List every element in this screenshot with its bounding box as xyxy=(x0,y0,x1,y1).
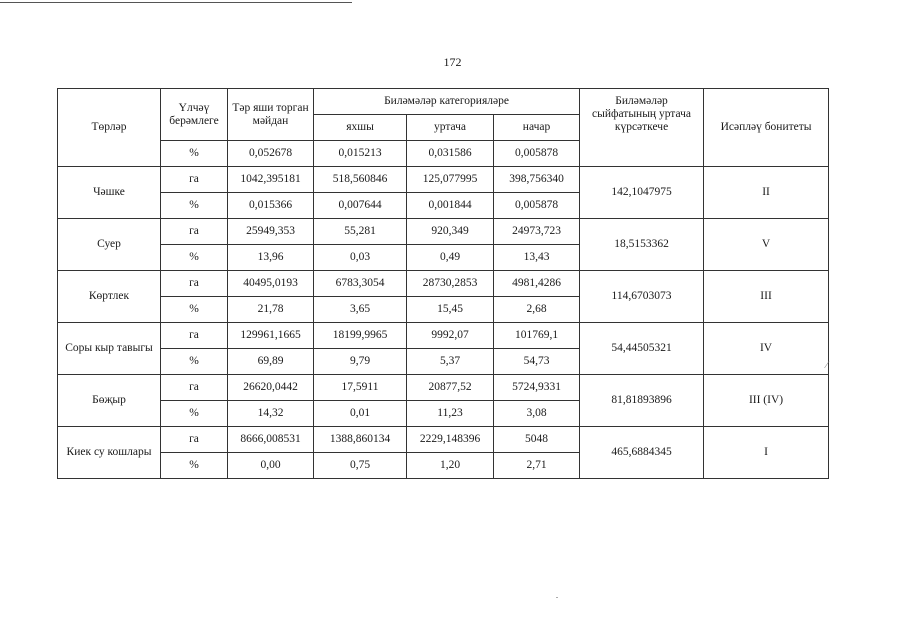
medium-pct: 11,23 xyxy=(407,401,494,427)
bad-ha: 24973,723 xyxy=(494,219,580,245)
scan-speck xyxy=(556,597,558,598)
avg-quality: 54,44505321 xyxy=(580,323,704,375)
species-name: Көртлек xyxy=(58,271,161,323)
table-row xyxy=(58,427,829,453)
unit-ha: га xyxy=(161,271,228,297)
good-pct: 0,75 xyxy=(314,453,407,479)
table-row xyxy=(58,167,829,193)
area-pct: 14,32 xyxy=(228,401,314,427)
medium-ha: 2229,148396 xyxy=(407,427,494,453)
area-pct: 0,015366 xyxy=(228,193,314,219)
avg-quality: 81,81893896 xyxy=(580,375,704,427)
good-ha: 1388,860134 xyxy=(314,427,407,453)
bad-pct: 0,005878 xyxy=(494,193,580,219)
header-type: Төрләр xyxy=(58,89,161,167)
good-ha: 6783,3054 xyxy=(314,271,407,297)
medium-ha: 9992,07 xyxy=(407,323,494,349)
header-pct-area: 0,052678 xyxy=(228,141,314,167)
area-ha: 26620,0442 xyxy=(228,375,314,401)
bad-ha: 5724,9331 xyxy=(494,375,580,401)
bad-pct: 3,08 xyxy=(494,401,580,427)
species-name: Соры кыр тавыгы xyxy=(58,323,161,375)
bad-ha: 4981,4286 xyxy=(494,271,580,297)
unit-pct: % xyxy=(161,349,228,375)
medium-ha: 125,077995 xyxy=(407,167,494,193)
medium-pct: 1,20 xyxy=(407,453,494,479)
header-unit: Үлчәү берәмлеге xyxy=(161,89,228,141)
table-row xyxy=(58,375,829,401)
header-pct-unit: % xyxy=(161,141,228,167)
medium-pct: 5,37 xyxy=(407,349,494,375)
header-row-1 xyxy=(58,89,829,115)
area-ha: 1042,395181 xyxy=(228,167,314,193)
bad-pct: 2,71 xyxy=(494,453,580,479)
avg-quality: 465,6884345 xyxy=(580,427,704,479)
area-pct: 13,96 xyxy=(228,245,314,271)
good-pct: 3,65 xyxy=(314,297,407,323)
bonitet: III xyxy=(704,271,829,323)
avg-quality: 114,6703073 xyxy=(580,271,704,323)
unit-ha: га xyxy=(161,167,228,193)
medium-pct: 15,45 xyxy=(407,297,494,323)
area-ha: 129961,1665 xyxy=(228,323,314,349)
header-pct-medium: 0,031586 xyxy=(407,141,494,167)
header-cat-good: яхшы xyxy=(314,115,407,141)
good-pct: 0,03 xyxy=(314,245,407,271)
medium-ha: 20877,52 xyxy=(407,375,494,401)
header-categories: Биләмәләр категорияләре xyxy=(314,89,580,115)
medium-pct: 0,49 xyxy=(407,245,494,271)
header-area: Тәр яши торган мәйдан xyxy=(228,89,314,141)
species-name: Суер xyxy=(58,219,161,271)
page-number: 172 xyxy=(443,55,462,69)
unit-ha: га xyxy=(161,219,228,245)
top-rule xyxy=(0,2,352,3)
bonitet: V xyxy=(704,219,829,271)
header-avg: Биләмәләр сыйфатының уртача күрсәткече xyxy=(580,89,704,167)
unit-ha: га xyxy=(161,323,228,349)
good-pct: 9,79 xyxy=(314,349,407,375)
unit-pct: % xyxy=(161,297,228,323)
unit-pct: % xyxy=(161,245,228,271)
table-row xyxy=(58,323,829,349)
hunting-grounds-table xyxy=(57,88,829,479)
medium-ha: 920,349 xyxy=(407,219,494,245)
unit-pct: % xyxy=(161,453,228,479)
species-name: Киек су кошлары xyxy=(58,427,161,479)
bad-pct: 13,43 xyxy=(494,245,580,271)
bad-pct: 2,68 xyxy=(494,297,580,323)
area-pct: 0,00 xyxy=(228,453,314,479)
medium-pct: 0,001844 xyxy=(407,193,494,219)
header-bonitet: Исәпләү бонитеты xyxy=(704,89,829,167)
bad-ha: 5048 xyxy=(494,427,580,453)
table-row xyxy=(58,271,829,297)
good-ha: 17,5911 xyxy=(314,375,407,401)
area-pct: 69,89 xyxy=(228,349,314,375)
unit-pct: % xyxy=(161,193,228,219)
bonitet: III (IV) xyxy=(704,375,829,427)
table-row xyxy=(58,219,829,245)
good-pct: 0,01 xyxy=(314,401,407,427)
avg-quality: 18,5153362 xyxy=(580,219,704,271)
avg-quality: 142,1047975 xyxy=(580,167,704,219)
good-pct: 0,007644 xyxy=(314,193,407,219)
header-cat-medium: уртача xyxy=(407,115,494,141)
good-ha: 518,560846 xyxy=(314,167,407,193)
bad-pct: 54,73 xyxy=(494,349,580,375)
species-name: Бөҗыр xyxy=(58,375,161,427)
header-pct-bad: 0,005878 xyxy=(494,141,580,167)
bonitet: IV xyxy=(704,323,829,375)
unit-ha: га xyxy=(161,427,228,453)
medium-ha: 28730,2853 xyxy=(407,271,494,297)
area-ha: 40495,0193 xyxy=(228,271,314,297)
area-ha: 25949,353 xyxy=(228,219,314,245)
area-pct: 21,78 xyxy=(228,297,314,323)
bonitet: II xyxy=(704,167,829,219)
good-ha: 55,281 xyxy=(314,219,407,245)
header-cat-bad: начар xyxy=(494,115,580,141)
margin-mark: ⁄ xyxy=(826,360,828,371)
bonitet: I xyxy=(704,427,829,479)
unit-pct: % xyxy=(161,401,228,427)
unit-ha: га xyxy=(161,375,228,401)
bad-ha: 398,756340 xyxy=(494,167,580,193)
area-ha: 8666,008531 xyxy=(228,427,314,453)
bad-ha: 101769,1 xyxy=(494,323,580,349)
header-pct-good: 0,015213 xyxy=(314,141,407,167)
good-ha: 18199,9965 xyxy=(314,323,407,349)
species-name: Чәшке xyxy=(58,167,161,219)
